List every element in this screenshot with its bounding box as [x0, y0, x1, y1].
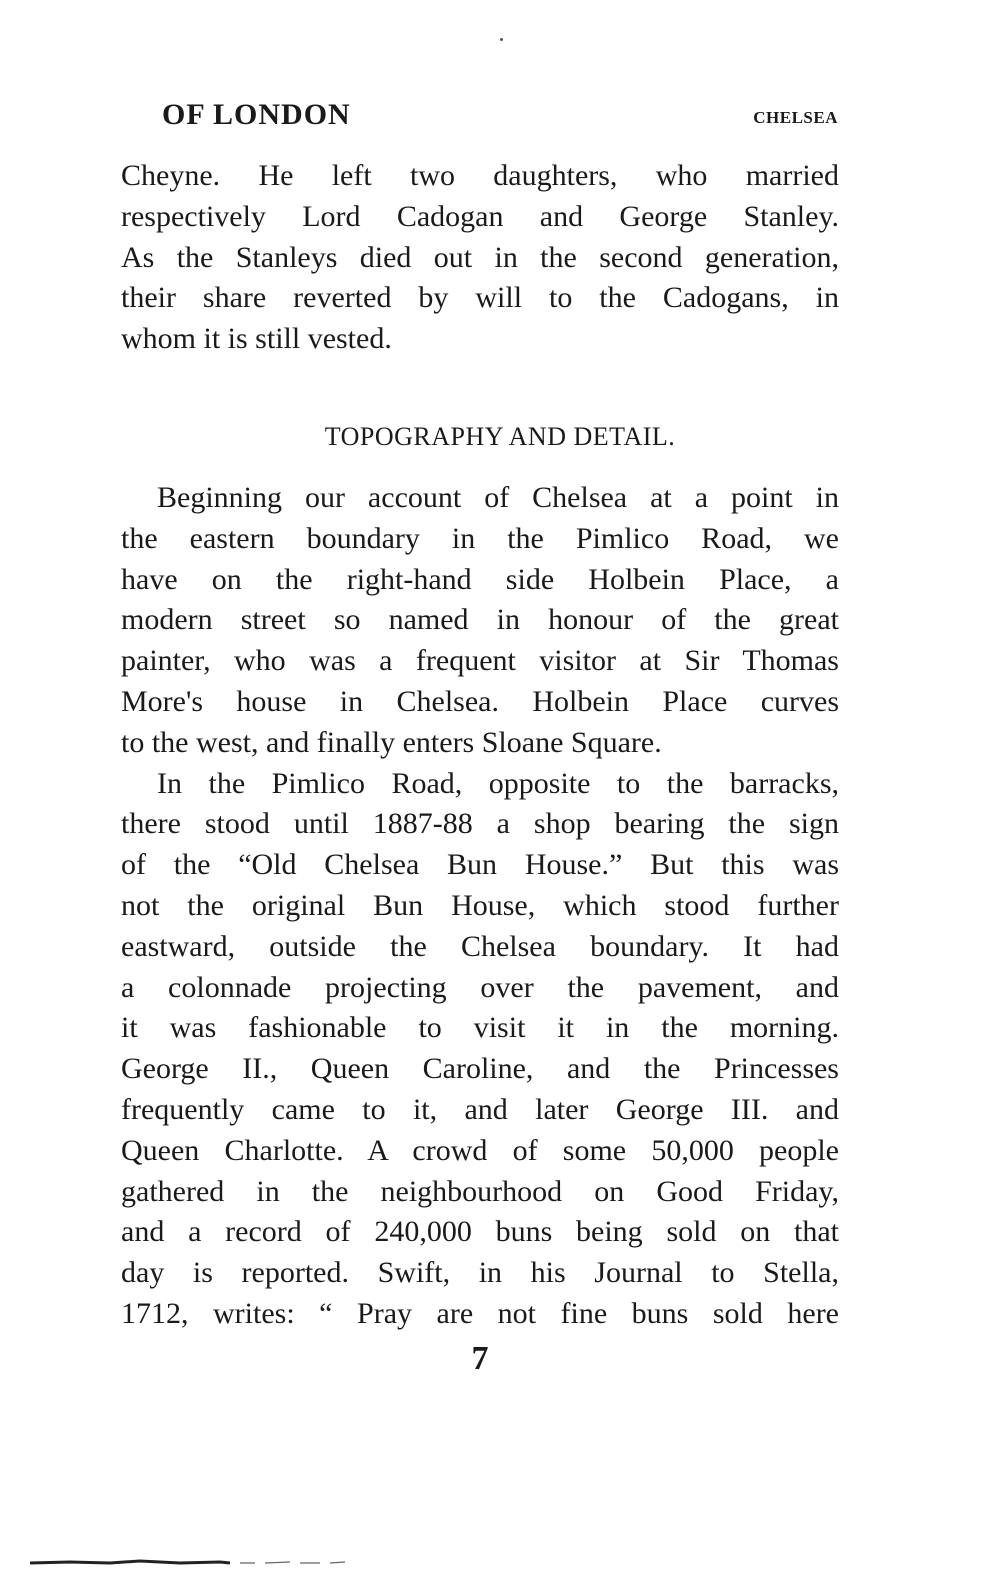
text-line: gathered in the neighbourhood on Good Friday, [121, 1174, 839, 1208]
text-line: modern street so named in honour of the great [121, 603, 839, 637]
running-header [162, 98, 838, 138]
text-line: George II., Queen Caroline, and the Princesses [121, 1052, 839, 1086]
text-line: frequently came to it, and later George III. and [121, 1092, 839, 1126]
text-line: have on the right-hand side Holbein Place, a [121, 562, 839, 596]
text-line: not the original Bun House, which stood further [121, 888, 839, 922]
paragraph-continuation [121, 156, 839, 360]
section-heading: TOPOGRAPHY AND DETAIL. [324, 422, 676, 451]
text-line: 1712, writes: “ Pray are not fine buns sold here [121, 1296, 839, 1330]
text-line: there stood until 1887-88 a shop bearing the sign [121, 807, 839, 841]
text-line: to the west, and finally enters Sloane Square. [121, 725, 662, 759]
text-line: Cheyne. He left two daughters, who married [121, 159, 839, 192]
text-line: eastward, outside the Chelsea boundary. It had [121, 929, 839, 963]
header-section: CHELSEA [753, 108, 838, 127]
text-line: Beginning our account of Chelsea at a point in [157, 481, 839, 514]
text-line: In the Pimlico Road, opposite to the barracks, [157, 766, 839, 800]
text-line: painter, who was a frequent visitor at Sir Thomas [121, 644, 839, 678]
page-number: 7 [471, 1340, 489, 1377]
text-line: As the Stanleys died out in the second generation, [121, 240, 839, 274]
text-line: the eastern boundary in the Pimlico Road, we [121, 521, 839, 555]
text-line: a colonnade projecting over the pavement, and [121, 970, 839, 1004]
text-line: day is reported. Swift, in his Journal to Stella, [121, 1256, 839, 1290]
body-text [121, 478, 839, 1335]
scan-artifact [30, 1558, 350, 1566]
header-title: OF LONDON [162, 98, 351, 131]
text-line: respectively Lord Cadogan and George Stanley. [121, 199, 839, 233]
text-line: it was fashionable to visit it in the morning. [121, 1011, 839, 1045]
text-line: and a record of 240,000 buns being sold on that [121, 1215, 839, 1249]
text-line: their share reverted by will to the Cadogans, in [121, 281, 839, 315]
scan-speck [500, 38, 503, 41]
text-line: of the “Old Chelsea Bun House.” But this was [121, 848, 839, 882]
text-line: whom it is still vested. [121, 322, 392, 356]
text-line: Queen Charlotte. A crowd of some 50,000 people [121, 1133, 839, 1167]
text-line: More's house in Chelsea. Holbein Place curves [121, 684, 839, 718]
